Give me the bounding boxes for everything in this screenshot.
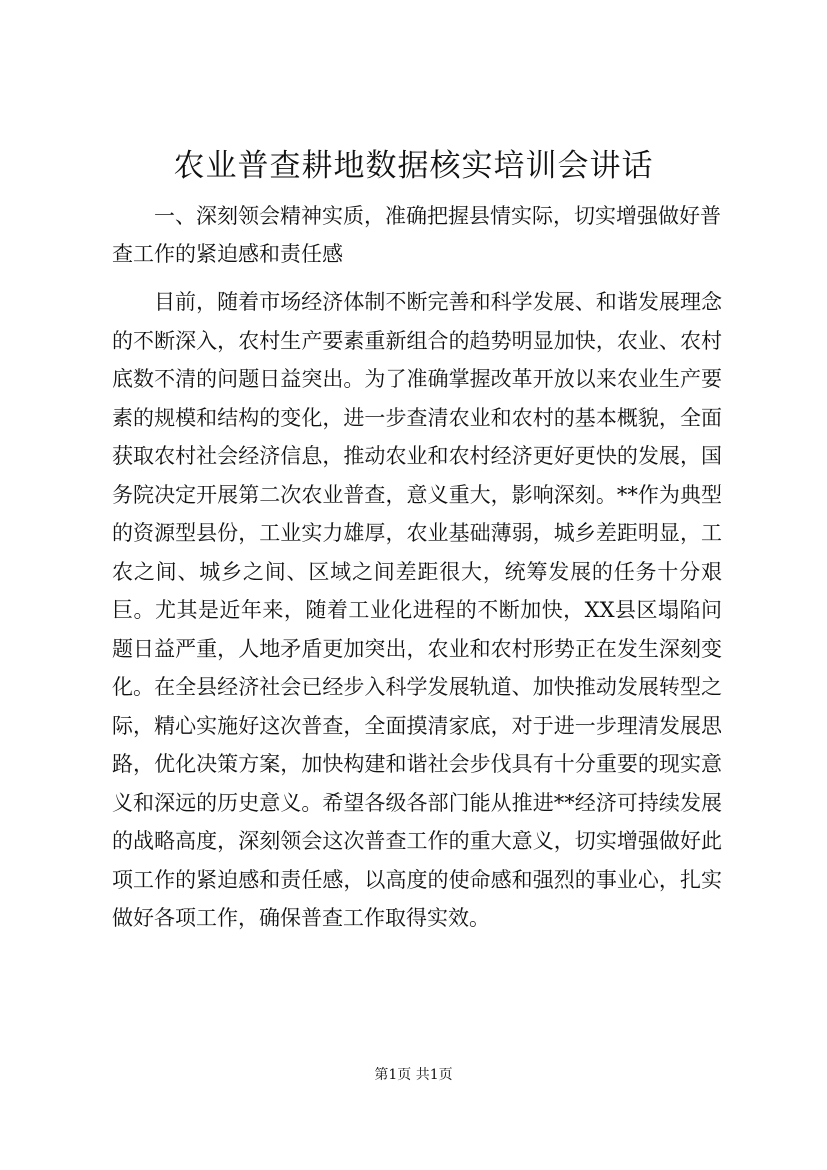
section-heading: 一、深刻领会精神实质，准确把握县情实际，切实增强做好普查工作的紧迫感和责任感	[112, 204, 721, 266]
body-paragraph: 目前，随着市场经济体制不断完善和科学发展、和谐发展理念的不断深入，农村生产要素重新组合的趋势明显加快，农业、农村底数不清的问题日益突出。为了准确掌握改革开放以来农业生产要素的规模和结构的变化，进一步查清农业和农村的基本概貌，全面获取农村社会经济信息，推动农业和农村经济更好更快的发展，国务院决定开展第二次农业普查，意义重大，影响深刻。**作为典型的资源型县份，工业实力雄厚，农业基础薄弱，城乡差距明显，工农之间、城乡之间、区域之间差距很大，统筹发展的任务十分艰巨。尤其是近年来，随着工业化进程的不断加快，XX县区塌陷问题日益严重，人地矛盾更加突出，农业和农村形势正在发生深刻变化。在全县经济社会已经步入科学发展轨道、加快推动发展转型之际，精心实施好这次普查，全面摸清家底，对于进一步理清发展思路，优化决策方案，加快构建和谐社会步伐具有十分重要的现实意义和深远的历史意义。希望各级各部门能从推进**经济可持续发展的战略高度，深刻领会这次普查工作的重大意义，切实增强做好此项工作的紧迫感和责任感，以高度的使命感和强烈的事业心，扎实做好各项工作，确保普查工作取得实效。	[112, 290, 722, 930]
page-footer: 第1页 共1页	[374, 1067, 453, 1083]
document-title: 农业普查耕地数据核实培训会讲话	[173, 148, 654, 184]
